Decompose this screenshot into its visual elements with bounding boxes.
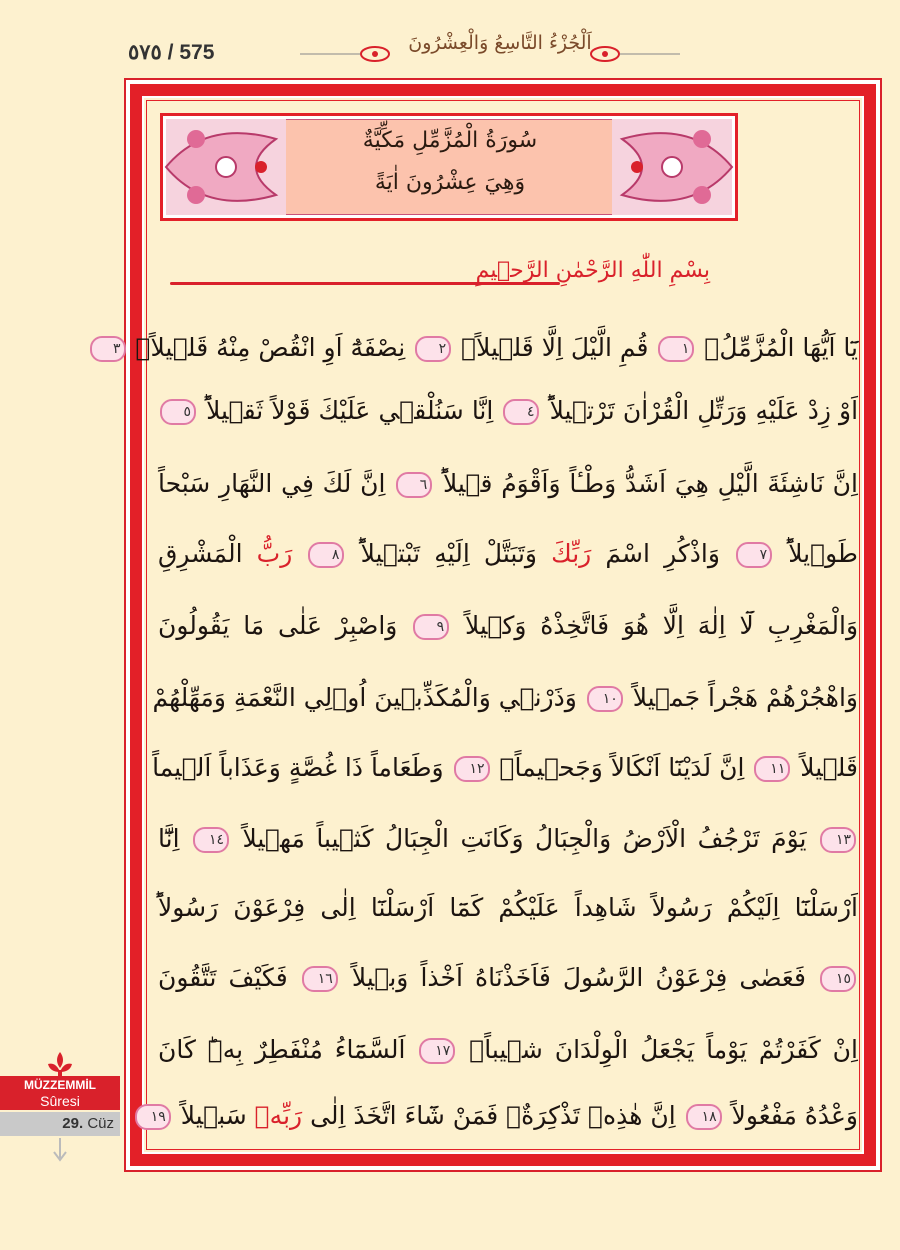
basmala: [170, 258, 730, 298]
verse-text: الْمَشْرِقِ: [158, 539, 243, 568]
verse-text: وَذَرْن۪ي وَالْمُكَذِّب۪ينَ اُو۬لِي النَّعْمَةِ وَمَهِّلْهُمْ: [152, 683, 577, 712]
verse-text: يَٓا اَيُّهَا الْمُزَّمِّلُۙ: [704, 333, 858, 362]
verse-text: وَتَبَتَّلْ اِلَيْهِ تَبْت۪يلاًؕ: [360, 539, 537, 568]
verse-text: اِنَّ هٰذِه۪ تَذْكِرَةٌۚ فَمَنْ شَٓاءَ اتَّخَذَ اِلٰى: [310, 1101, 676, 1130]
ayah-number-marker: ۱٦: [302, 966, 338, 992]
verse-text: يَوْمَ تَرْجُفُ الْاَرْضُ وَالْجِبَالُ وَكَانَتِ الْجِبَالُ كَث۪يباً مَه۪يلاً: [242, 824, 807, 853]
verse-text: اِنْ كَفَرْتُمْ يَوْماً يَجْعَلُ الْوِلْدَانَ ش۪يباًۗ: [469, 1035, 858, 1064]
ayah-number-marker: ٩: [413, 614, 449, 640]
verse-text: سَب۪يلاً: [180, 1101, 247, 1130]
surah-verse-count: وَهِيَ عِشْرُونَ اٰيَةً: [374, 170, 526, 195]
ayah-number-marker: ۱۹: [135, 1104, 171, 1130]
verse-line-1: [112, 322, 858, 374]
verse-text: اِنَّ نَاشِئَةَ الَّيْلِ هِيَ اَشَدُّ وَطْـٔاً وَاَقْوَمُ ق۪يلاًؕ: [443, 469, 858, 498]
verse-text: اَوْ زِدْ عَلَيْهِ وَرَتِّلِ الْقُرْاٰنَ تَرْت۪يلاًؕ: [549, 396, 859, 425]
verse-text: فَكَيْفَ تَتَّقُونَ: [158, 963, 288, 992]
verse-line-6: [152, 672, 858, 724]
page-header: [0, 0, 900, 75]
verse-line-8: [158, 813, 858, 865]
juz-tab-label: Cüz: [87, 1115, 114, 1132]
divine-name-highlight: رَبِّه۪: [254, 1101, 303, 1130]
verse-line-3: [158, 458, 858, 510]
ayah-number-marker: ٥: [160, 399, 196, 425]
verse-text: وَالْمَغْرِبِ لَٓا اِلٰهَ اِلَّا هُوَ فَاتَّخِذْهُ وَك۪يلاً: [464, 611, 859, 640]
divine-name-highlight: رَبُّ: [256, 539, 293, 568]
ayah-number-marker: ۱۸: [686, 1104, 722, 1130]
tab-pointer-icon: [50, 1138, 70, 1168]
verse-text: وَاهْجُرْهُمْ هَجْراً جَم۪يلاً: [632, 683, 858, 712]
ayah-number-marker: ۱: [658, 336, 694, 362]
ayah-number-marker: ۲: [415, 336, 451, 362]
ayah-number-marker: ۱۷: [419, 1038, 455, 1064]
verse-text: طَو۪يلاًؕ: [788, 539, 858, 568]
verse-line-2: [158, 385, 858, 437]
ayah-number-marker: ٦: [396, 472, 432, 498]
verse-text: اَلسَّمَٓاءُ مُنْفَطِرٌ بِه۪ؕ كَانَ: [158, 1035, 406, 1064]
verse-line-12: [150, 1090, 858, 1142]
surah-name: سُورَةُ الْمُزَّمِّلِ مَكِّيَّةٌ: [362, 128, 538, 153]
juz-tab-number: 29.: [62, 1115, 84, 1132]
ayah-number-marker: ٧: [736, 542, 772, 568]
ayah-number-marker: ۱٤: [193, 827, 229, 853]
verse-line-11: [158, 1024, 858, 1076]
basmala-text: بِسْمِ اللّٰهِ الرَّحْمٰنِ الرَّح۪يمِ: [475, 258, 710, 283]
fleur-de-lis-icon: [0, 1050, 120, 1076]
verse-text: وَطَعَاماً ذَا غُصَّةٍ وَعَذَاباً اَل۪يماً: [152, 753, 444, 782]
verse-text: وَاصْبِرْ عَلٰى مَا يَقُولُونَ: [158, 611, 398, 640]
divine-name-highlight: رَبِّكَ: [551, 539, 592, 568]
verse-text: اِنَّ لَكَ فِي النَّهَارِ سَبْحاً: [158, 469, 386, 498]
verse-text: فَعَصٰى فِرْعَوْنُ الرَّسُولَ فَاَخَذْنَاهُ اَخْذاً وَب۪يلاً: [351, 963, 806, 992]
verse-line-4: [158, 528, 858, 580]
juz-title: اَلْجُزْءُ التَّاسِعُ وَالْعِشْرُونَ: [408, 32, 592, 54]
ayah-number-marker: ٨: [308, 542, 344, 568]
verse-line-5: [158, 600, 858, 652]
surah-tab: [0, 1076, 120, 1110]
ayah-number-marker: ۳: [90, 336, 126, 362]
juz-tab: [0, 1112, 120, 1136]
verse-line-10: [158, 952, 858, 1004]
verse-text: وَاذْكُرِ اسْمَ: [605, 539, 720, 568]
ayah-number-marker: ۱۱: [754, 756, 790, 782]
verse-text: وَعْدُهُ مَفْعُولاً: [731, 1101, 858, 1130]
ayah-number-marker: ۱۰: [587, 686, 623, 712]
verse-text: قُمِ الَّيْلَ اِلَّا قَل۪يلاًۙ: [461, 333, 649, 362]
ayah-number-marker: ٤: [503, 399, 539, 425]
verse-line-9: [158, 882, 858, 934]
verse-text: اِنَّٓا: [158, 824, 180, 853]
surah-tab-suffix: Sûresi: [40, 1093, 80, 1109]
verse-text: اَرْسَلْنَٓا اِلَيْكُمْ رَسُولاً شَاهِداً عَلَيْكُمْ كَمَٓا اَرْسَلْنَٓا اِلٰى فِرْعَوْنَ رَسُولاًؕ: [158, 893, 858, 922]
verse-text: اِنَّ لَدَيْنَٓا اَنْكَالاً وَجَح۪يماًۙ: [499, 753, 745, 782]
ayah-number-marker: ۱۲: [454, 756, 490, 782]
page-number: ٥٧٥ / 575: [128, 41, 215, 64]
verse-text: قَل۪يلاً: [800, 753, 858, 782]
ayah-number-marker: ۱٥: [820, 966, 856, 992]
ayah-number-marker: ۱۳: [820, 827, 856, 853]
verse-line-7: [152, 742, 858, 794]
verse-text: اِنَّا سَنُلْق۪ي عَلَيْكَ قَوْلاً ثَق۪يلاًؕ: [206, 396, 494, 425]
verse-text: نِصْفَهُٓ اَوِ انْقُصْ مِنْهُ قَل۪يلاًۙ: [135, 333, 406, 362]
surah-tab-name: MÜZZEMMİL: [24, 1078, 96, 1092]
